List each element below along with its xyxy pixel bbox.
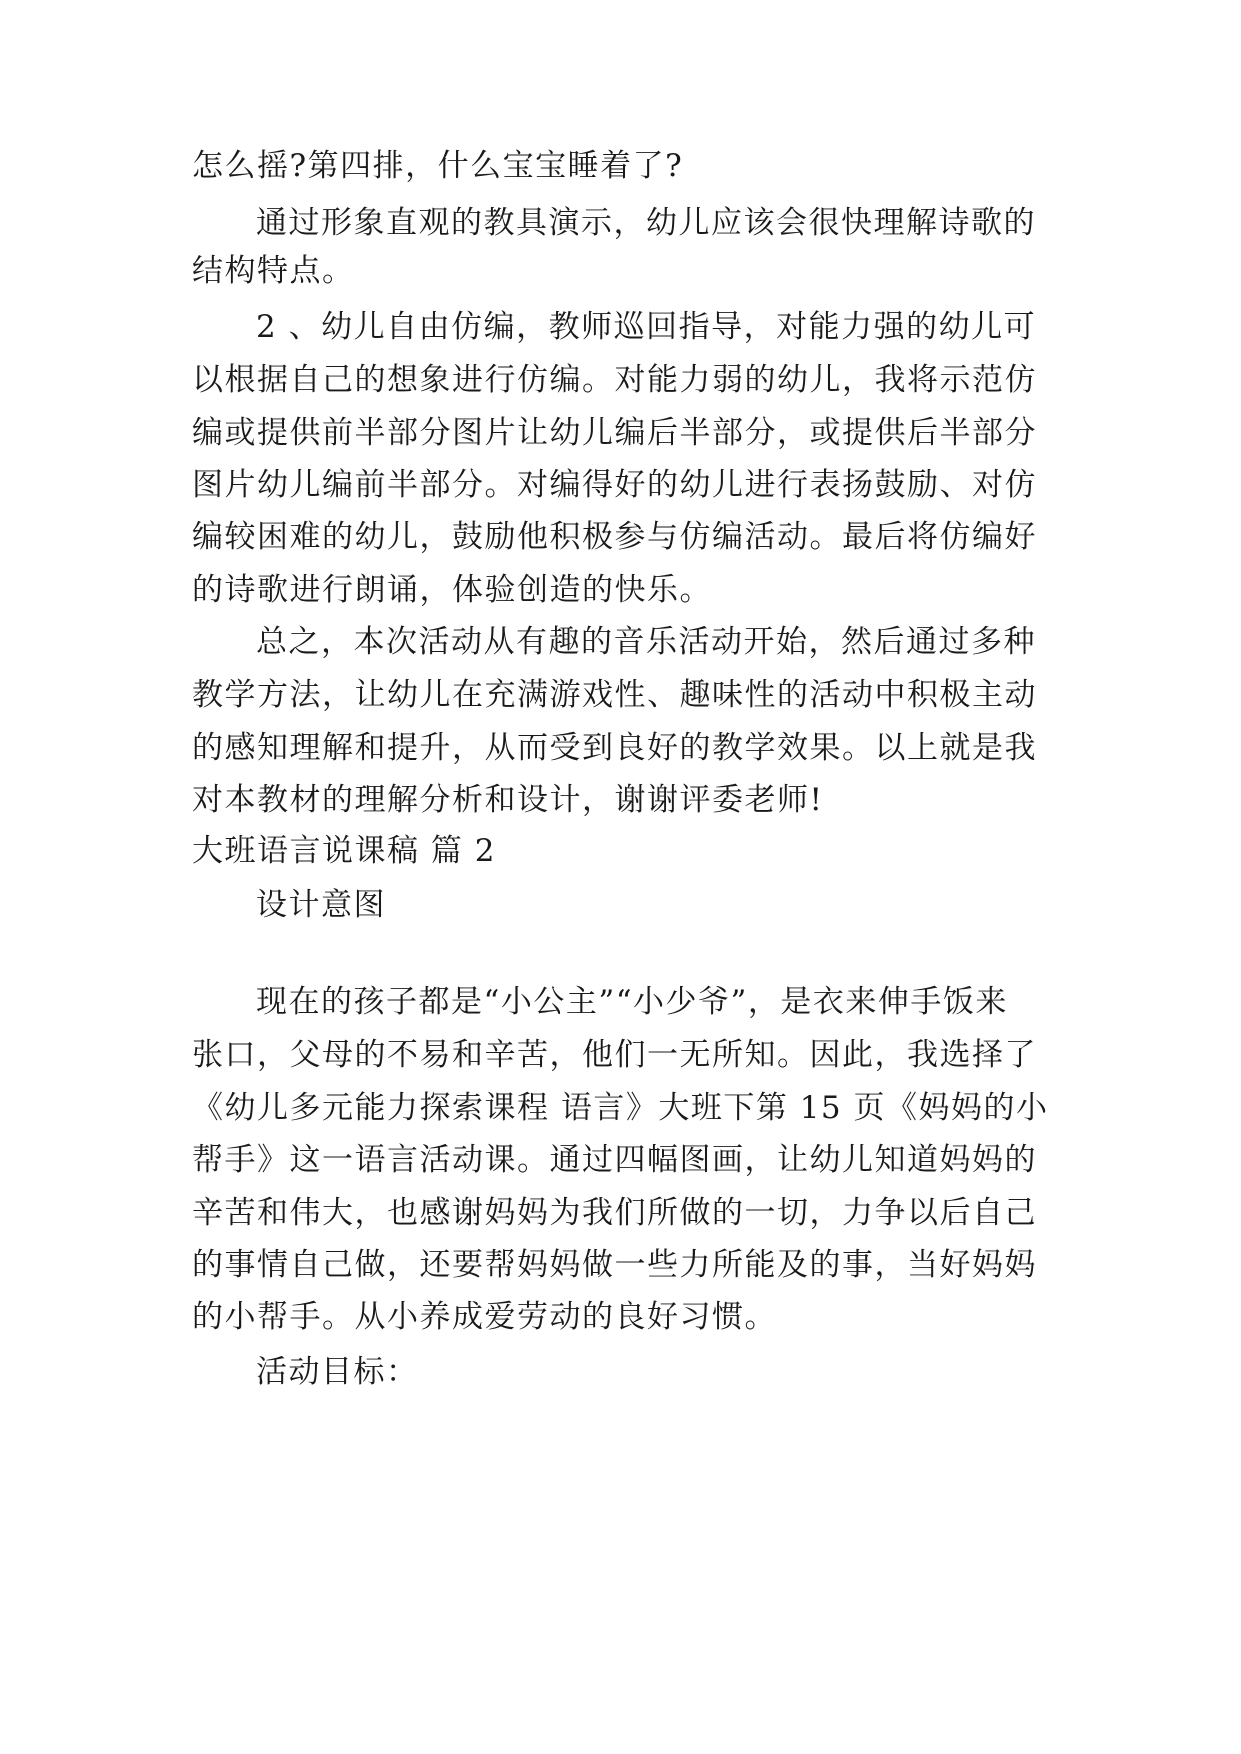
text-line: 现在的孩子都是“小公主”“小少爷”，是衣来伸手饭来	[256, 984, 1008, 1020]
text-line: 帮手》这一语言活动课。通过四幅图画，让幼儿知道妈妈的	[192, 1142, 1037, 1178]
text-line: 怎么摇?第四排，什么宝宝睡着了?	[192, 148, 684, 184]
subheading: 活动目标：	[256, 1354, 419, 1390]
text-line: 编较困难的幼儿，鼓励他积极参与仿编活动。最后将仿编好	[192, 519, 1037, 555]
text-line: 总之，本次活动从有趣的音乐活动开始，然后通过多种	[256, 624, 1036, 660]
text-line: 编或提供前半部分图片让幼儿编后半部分，或提供后半部分	[192, 415, 1037, 451]
text-line: 图片幼儿编前半部分。对编得好的幼儿进行表扬鼓励、对仿	[192, 467, 1037, 503]
subheading: 设计意图	[256, 887, 386, 923]
text-line: 的感知理解和提升，从而受到良好的教学效果。以上就是我	[192, 730, 1037, 766]
text-line: 2 、幼儿自由仿编，教师巡回指导，对能力强的幼儿可	[256, 309, 1037, 345]
text-line: 结构特点。	[192, 253, 355, 289]
text-line: 《幼儿多元能力探索课程 语言》大班下第 15 页《妈妈的小	[192, 1090, 1049, 1126]
text-line: 教学方法，让幼儿在充满游戏性、趣味性的活动中积极主动	[192, 677, 1037, 713]
text-line: 对本教材的理解分析和设计，谢谢评委老师!	[192, 782, 824, 818]
text-line: 的事情自己做，还要帮妈妈做一些力所能及的事，当好妈妈	[192, 1247, 1037, 1283]
text-line: 辛苦和伟大，也感谢妈妈为我们所做的一切，力争以后自己	[192, 1195, 1037, 1231]
text-line: 通过形象直观的教具演示，幼儿应该会很快理解诗歌的	[256, 205, 1036, 241]
text-line: 以根据自己的想象进行仿编。对能力弱的幼儿，我将示范仿	[192, 362, 1037, 398]
text-line: 的诗歌进行朗诵，体验创造的快乐。	[192, 572, 712, 608]
section-heading: 大班语言说课稿 篇 2	[192, 833, 496, 869]
text-line: 的小帮手。从小养成爱劳动的良好习惯。	[192, 1299, 777, 1335]
text-line: 张口，父母的不易和辛苦，他们一无所知。因此，我选择了	[192, 1037, 1037, 1073]
